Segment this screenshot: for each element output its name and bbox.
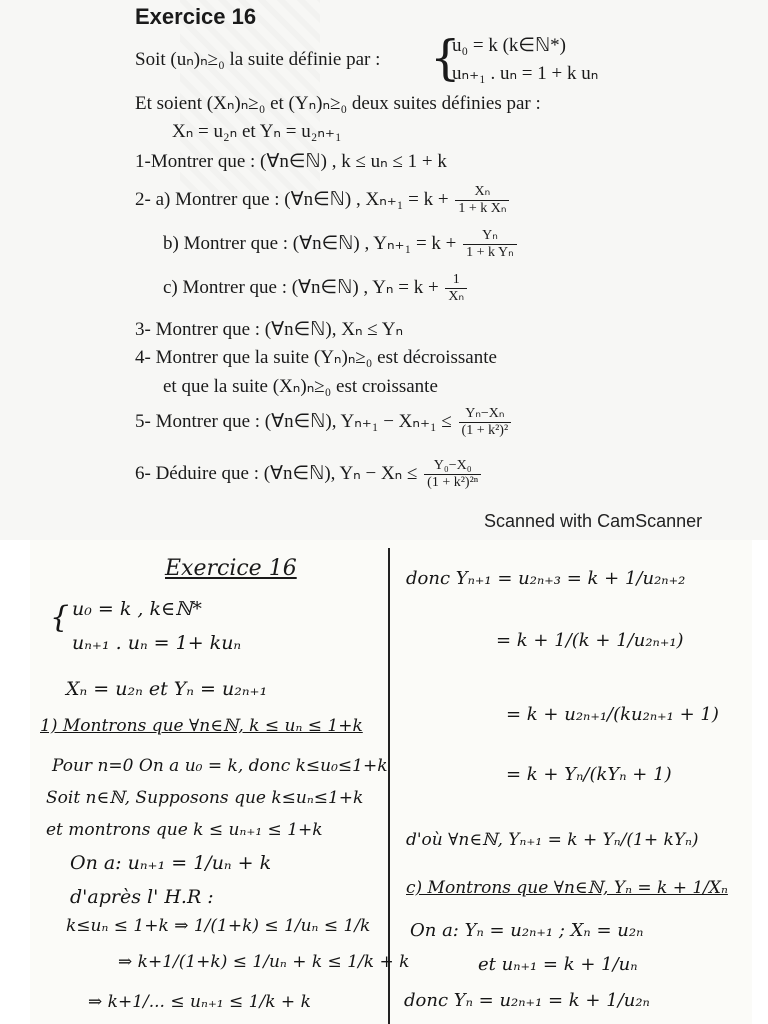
question-2c-fraction [445,272,467,305]
question-5-fraction [459,406,512,439]
handwritten-brace: { [50,600,70,635]
question-4-line-2: et que la suite (Xₙ)ₙ≥₀ est croissante [163,376,438,397]
system-line-1: u₀ = k (k∈ℕ*) [452,35,567,56]
hw-left-line: Xₙ = u₂ₙ et Yₙ = u₂ₙ₊₁ [66,678,268,700]
hw-left-line: Pour n=0 On a u₀ = k, donc k≤u₀≤1+k [52,756,388,776]
question-2c [163,272,469,305]
fraction-denominator: 1 + k Yₙ [466,245,514,260]
hw-left-line: uₙ₊₁ . uₙ = 1+ kuₙ [72,632,242,654]
fraction-numerator: Xₙ [455,184,509,201]
fraction-denominator: 1 + k Xₙ [458,201,507,216]
question-2b [163,228,519,261]
question-6-fraction [424,458,481,491]
fraction-numerator: 1 [445,272,467,289]
hw-left-line: d'après l' H.R : [70,886,214,908]
question-2a [135,184,511,217]
fraction-denominator: Xₙ [448,289,465,304]
hw-left-line: 1) Montrons que ∀n∈ℕ, k ≤ uₙ ≤ 1+k [40,716,363,736]
hw-left-line: et montrons que k ≤ uₙ₊₁ ≤ 1+k [46,820,323,840]
system-brace: { [430,30,461,86]
hw-left-line: u₀ = k , k∈ℕ* [72,598,202,620]
hw-left-line: On a: uₙ₊₁ = 1/uₙ + k [70,852,272,874]
question-5-text: 5- Montrer que : (∀n∈ℕ), Yₙ₊₁ − Xₙ₊₁ ≤ [135,410,452,432]
hw-right-line: d'où ∀n∈ℕ, Yₙ₊₁ = k + Yₙ/(1+ kYₙ) [406,830,699,850]
intro-line: Soit (uₙ)ₙ≥₀ la suite définie par : [135,49,381,70]
question-2c-text: c) Montrer que : (∀n∈ℕ) , Yₙ = k + [163,276,439,298]
question-3: 3- Montrer que : (∀n∈ℕ), Xₙ ≤ Yₙ [135,319,404,340]
hw-right-line: = k + 1/(k + 1/u₂ₙ₊₁) [496,630,684,651]
question-5 [135,406,513,439]
handwritten-title: Exercice 16 [165,556,297,581]
hw-right-line: = k + Yₙ/(kYₙ + 1) [506,764,672,785]
fraction-numerator: Yₙ [463,228,517,245]
hw-right-line: = k + u₂ₙ₊₁/(ku₂ₙ₊₁ + 1) [506,704,719,725]
definitions-line: Et soient (Xₙ)ₙ≥₀ et (Yₙ)ₙ≥₀ deux suites définies par : [135,93,541,114]
hw-left-line: ⇒ k+1/(1+k) ≤ 1/uₙ + k ≤ 1/k + k [118,952,410,972]
camscanner-watermark-text: Scanned with CamScanner [484,511,703,531]
hw-right-line: On a: Yₙ = u₂ₙ₊₁ ; Xₙ = u₂ₙ [410,920,644,941]
question-6 [135,458,483,491]
fraction-numerator: Y₀−X₀ [424,458,481,475]
fraction-denominator: (1 + k²)² [461,423,509,438]
system-line-2: uₙ₊₁ . uₙ = 1 + k uₙ [452,63,599,84]
hw-right-line: donc Yₙ₊₁ = u₂ₙ₊₃ = k + 1/u₂ₙ₊₂ [406,568,686,589]
hw-right-line: c) Montrons que ∀n∈ℕ, Yₙ = k + 1/Xₙ [406,878,728,898]
question-6-text: 6- Déduire que : (∀n∈ℕ), Yₙ − Xₙ ≤ [135,462,418,484]
question-2b-text: b) Montrer que : (∀n∈ℕ) , Yₙ₊₁ = k + [163,232,457,254]
hw-right-line: et uₙ₊₁ = k + 1/uₙ [478,954,638,975]
hw-left-line: Soit n∈ℕ, Supposons que k≤uₙ≤1+k [46,788,364,808]
question-4-line-1: 4- Montrer que la suite (Yₙ)ₙ≥₀ est décroissante [135,347,497,368]
question-1: 1-Montrer que : (∀n∈ℕ) , k ≤ uₙ ≤ 1 + k [135,151,447,172]
hw-left-line: k≤uₙ ≤ 1+k ⇒ 1/(1+k) ≤ 1/uₙ ≤ 1/k [66,916,371,936]
fraction-numerator: Yₙ−Xₙ [459,406,512,423]
definitions-equations: Xₙ = u₂ₙ et Yₙ = u₂ₙ₊₁ [172,121,342,142]
exercise-title: Exercice 16 [135,4,257,29]
question-2a-text: 2- a) Montrer que : (∀n∈ℕ) , Xₙ₊₁ = k + [135,188,449,210]
question-2b-fraction [463,228,517,261]
hw-right-line: donc Yₙ = u₂ₙ₊₁ = k + 1/u₂ₙ [404,990,650,1011]
question-2a-fraction [455,184,509,217]
hw-left-line: ⇒ k+1/... ≤ uₙ₊₁ ≤ 1/k + k [88,992,311,1012]
fraction-denominator: (1 + k²)²ⁿ [427,475,479,490]
